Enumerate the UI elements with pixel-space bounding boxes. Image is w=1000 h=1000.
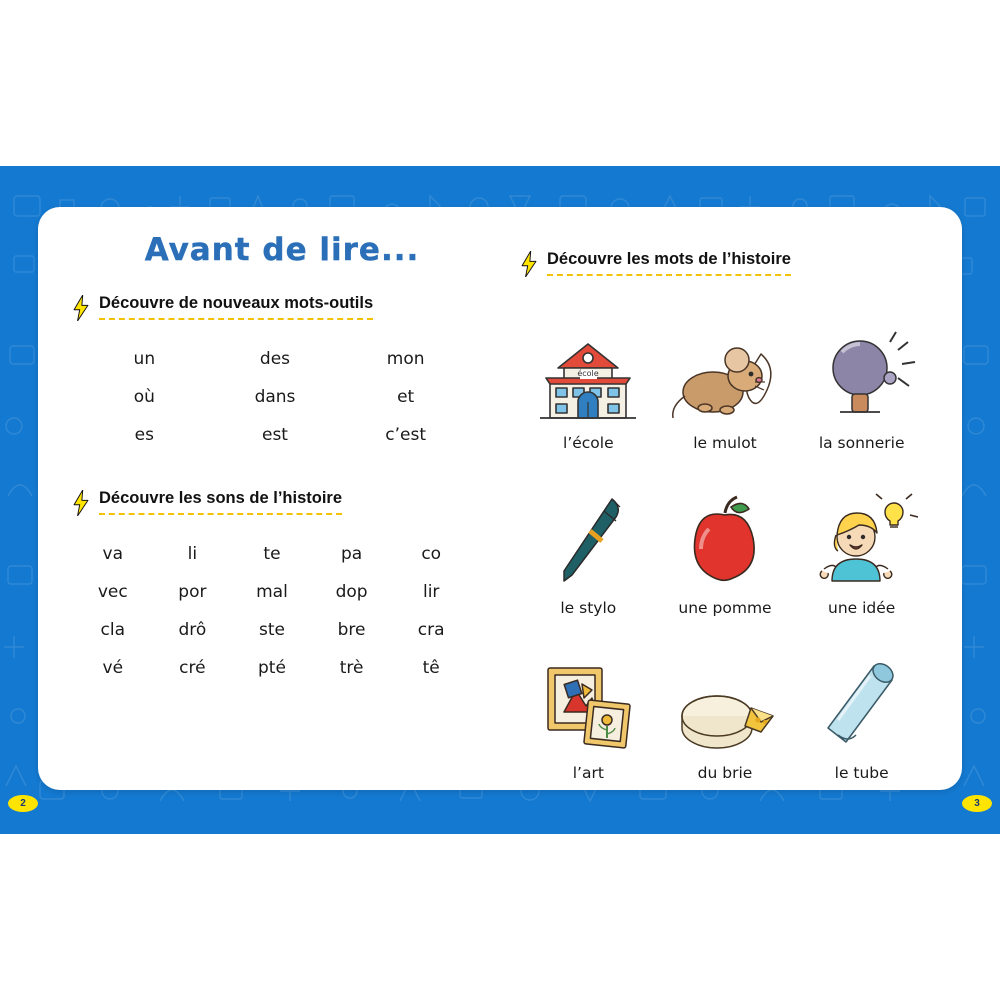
word-cell: lir bbox=[422, 582, 440, 602]
word-cell: où bbox=[133, 387, 155, 407]
section-label: Découvre les mots de l’histoire bbox=[547, 250, 791, 276]
tube-icon bbox=[802, 646, 922, 758]
table-row bbox=[74, 574, 470, 610]
word-cell: dop bbox=[335, 582, 368, 602]
vocab-item-sonnerie bbox=[793, 297, 930, 452]
word-cell: drô bbox=[178, 620, 207, 640]
section-mots-outils-header bbox=[72, 294, 472, 321]
lightning-bolt-icon bbox=[72, 295, 90, 321]
bell-icon bbox=[802, 316, 922, 428]
vocab-caption: le mulot bbox=[693, 434, 757, 452]
word-cell: vec bbox=[97, 582, 128, 602]
word-cell: dans bbox=[254, 387, 296, 407]
word-cell: mon bbox=[386, 349, 425, 369]
vocab-item-ecole bbox=[520, 297, 657, 452]
vocab-caption: du brie bbox=[697, 764, 753, 782]
section-mots-histoire-header bbox=[520, 250, 930, 277]
word-cell: co bbox=[421, 544, 442, 564]
page-number-left: 2 bbox=[8, 795, 38, 812]
cheese-icon bbox=[665, 646, 785, 758]
vocab-caption: le stylo bbox=[560, 599, 617, 617]
vocab-caption: l’école bbox=[563, 434, 614, 452]
mots-outils-grid bbox=[72, 339, 472, 455]
table-row bbox=[80, 417, 470, 453]
vocab-caption: une idée bbox=[828, 599, 896, 617]
word-cell: li bbox=[187, 544, 198, 564]
vocab-item-stylo bbox=[520, 462, 657, 617]
mouse-icon bbox=[665, 316, 785, 428]
left-page-column bbox=[72, 232, 472, 688]
word-cell: des bbox=[259, 349, 291, 369]
lightning-bolt-icon bbox=[72, 490, 90, 516]
page-title: Avant de lire... bbox=[144, 232, 420, 268]
word-cell: cla bbox=[100, 620, 126, 640]
lightning-bolt-icon bbox=[520, 251, 538, 277]
table-row bbox=[74, 650, 470, 686]
section-label: Découvre les sons de l’histoire bbox=[99, 489, 342, 515]
word-cell: te bbox=[263, 544, 281, 564]
word-cell: tê bbox=[422, 658, 440, 678]
section-label: Découvre de nouveaux mots-outils bbox=[99, 294, 373, 320]
word-cell: es bbox=[134, 425, 154, 445]
svg-text:école: école bbox=[577, 369, 600, 378]
vocab-item-idee bbox=[793, 462, 930, 617]
word-cell: bre bbox=[337, 620, 366, 640]
pen-icon bbox=[528, 481, 648, 593]
page-number-right: 3 bbox=[962, 795, 992, 812]
girl-idea-icon bbox=[802, 481, 922, 593]
paintings-icon bbox=[528, 646, 648, 758]
vocab-caption: la sonnerie bbox=[818, 434, 905, 452]
word-cell: va bbox=[102, 544, 124, 564]
word-cell: c’est bbox=[385, 425, 427, 445]
vocab-caption: le tube bbox=[834, 764, 889, 782]
vocab-item-pomme bbox=[657, 462, 794, 617]
word-cell: pté bbox=[258, 658, 286, 678]
sons-grid bbox=[72, 534, 472, 688]
word-cell: pa bbox=[340, 544, 363, 564]
word-cell: mal bbox=[256, 582, 288, 602]
vocab-caption: une pomme bbox=[678, 599, 772, 617]
table-row bbox=[80, 341, 470, 377]
word-cell: por bbox=[178, 582, 207, 602]
table-row bbox=[74, 536, 470, 572]
table-row bbox=[80, 379, 470, 415]
right-page-column bbox=[520, 250, 930, 782]
word-cell: cra bbox=[417, 620, 445, 640]
vocab-item-art bbox=[520, 627, 657, 782]
vocab-item-brie bbox=[657, 627, 794, 782]
vocabulary-picture-grid bbox=[520, 297, 930, 782]
apple-icon bbox=[665, 481, 785, 593]
word-cell: cré bbox=[179, 658, 206, 678]
vocab-item-mulot bbox=[657, 297, 794, 452]
word-cell: et bbox=[397, 387, 415, 407]
table-row bbox=[74, 612, 470, 648]
school-building-icon bbox=[528, 316, 648, 428]
vocab-caption: l’art bbox=[572, 764, 604, 782]
word-cell: ste bbox=[258, 620, 285, 640]
section-sons-header bbox=[72, 489, 472, 516]
vocab-item-tube bbox=[793, 627, 930, 782]
word-cell: vé bbox=[102, 658, 124, 678]
word-cell: est bbox=[261, 425, 288, 445]
word-cell: un bbox=[133, 349, 156, 369]
word-cell: trè bbox=[339, 658, 364, 678]
